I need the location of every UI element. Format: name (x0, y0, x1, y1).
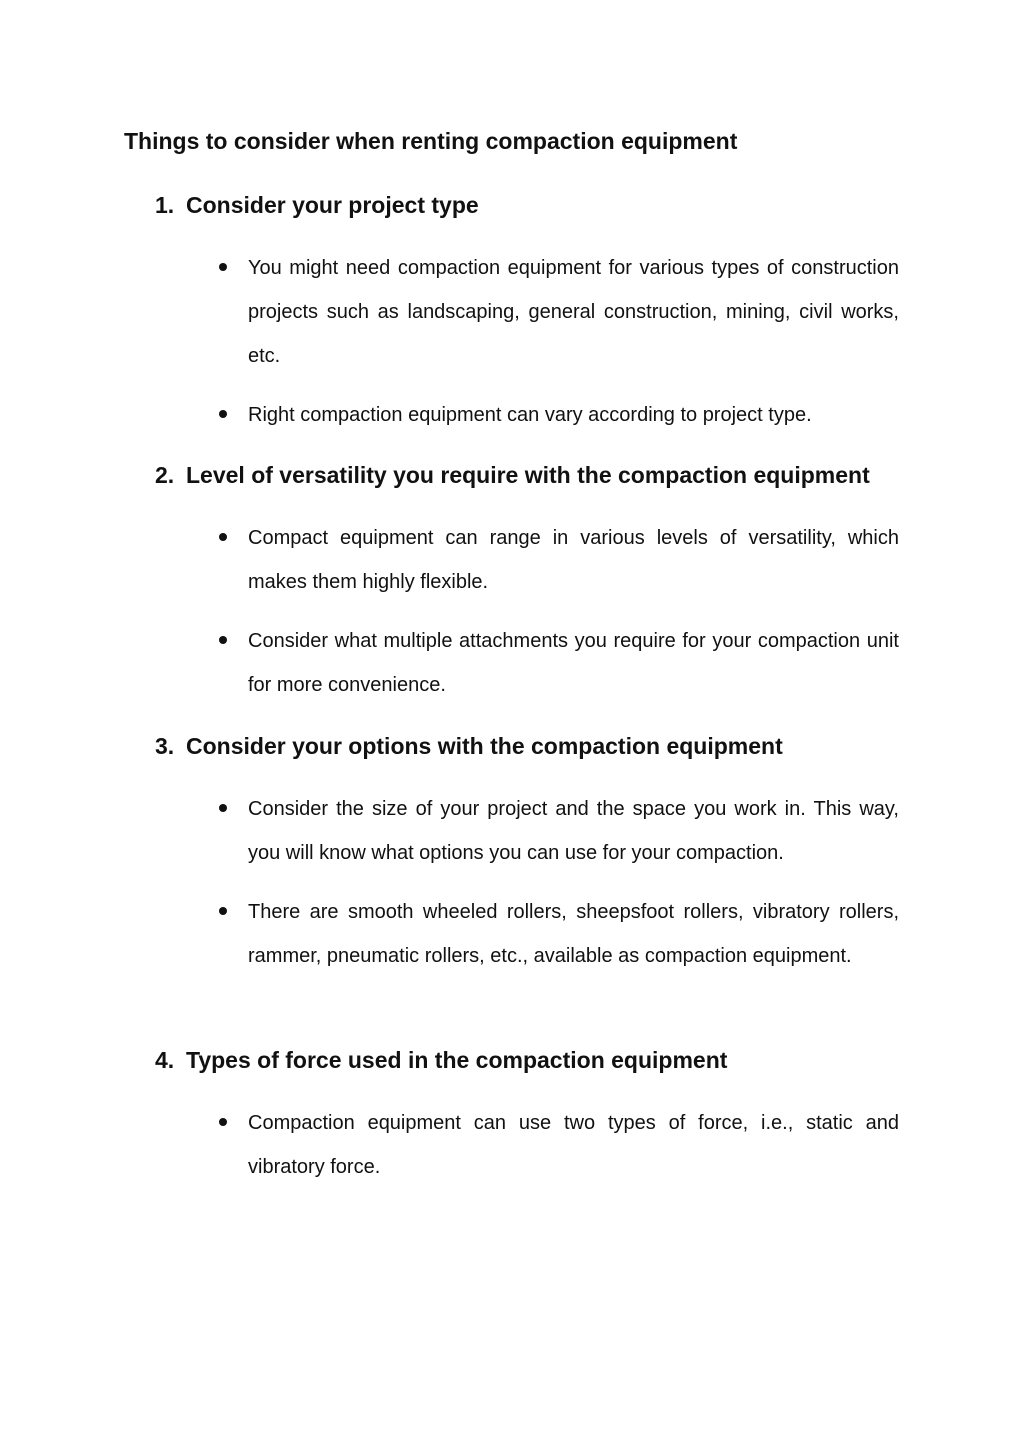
bullet-item (216, 619, 899, 707)
section-heading-text: Consider your options with the compaction equipment (186, 733, 783, 759)
bullet-icon (219, 804, 227, 812)
section-heading-text: Types of force used in the compaction equipment (186, 1047, 728, 1073)
bullet-item (216, 516, 899, 604)
section-heading-text: Level of versatility you require with the compaction equipment (186, 462, 870, 488)
section-heading-text: Consider your project type (186, 192, 479, 218)
bullet-text: Compaction equipment can use two types of force, i.e., static and vibratory force. (248, 1112, 899, 1178)
bullet-text: Right compaction equipment can vary according to project type. (248, 404, 812, 426)
bullet-text: You might need compaction equipment for various types of construction projects such as landscaping, general construction, mining, civil works, etc. (248, 257, 899, 367)
section-heading-3 (155, 729, 783, 763)
bullet-icon (219, 1118, 227, 1126)
section-heading-2 (155, 458, 870, 492)
section-number: 3. (155, 733, 175, 759)
bullet-icon (219, 263, 227, 271)
bullet-text: Compact equipment can range in various levels of versatility, which makes them highly flexible. (248, 527, 899, 593)
bullet-item (216, 890, 899, 978)
bullet-item (216, 787, 899, 875)
bullet-icon (219, 410, 227, 418)
section-number: 2. (155, 462, 175, 488)
section-heading-1 (155, 188, 479, 222)
section-heading-4 (155, 1043, 727, 1077)
bullet-icon (219, 533, 227, 541)
section-number: 1. (155, 192, 175, 218)
bullet-text: There are smooth wheeled rollers, sheepsfoot rollers, vibratory rollers, rammer, pneumatic rollers, etc., available as compaction equipment. (248, 901, 899, 967)
bullet-item (216, 393, 899, 437)
document-title: Things to consider when renting compaction equipment (124, 128, 738, 154)
section-number: 4. (155, 1047, 175, 1073)
bullet-text: Consider the size of your project and the space you work in. This way, you will know what options you can use for your compaction. (248, 798, 899, 864)
bullet-item (216, 1101, 899, 1189)
bullet-icon (219, 907, 227, 915)
bullet-icon (219, 636, 227, 644)
bullet-item (216, 246, 899, 378)
bullet-text: Consider what multiple attachments you require for your compaction unit for more convenience. (248, 630, 899, 696)
